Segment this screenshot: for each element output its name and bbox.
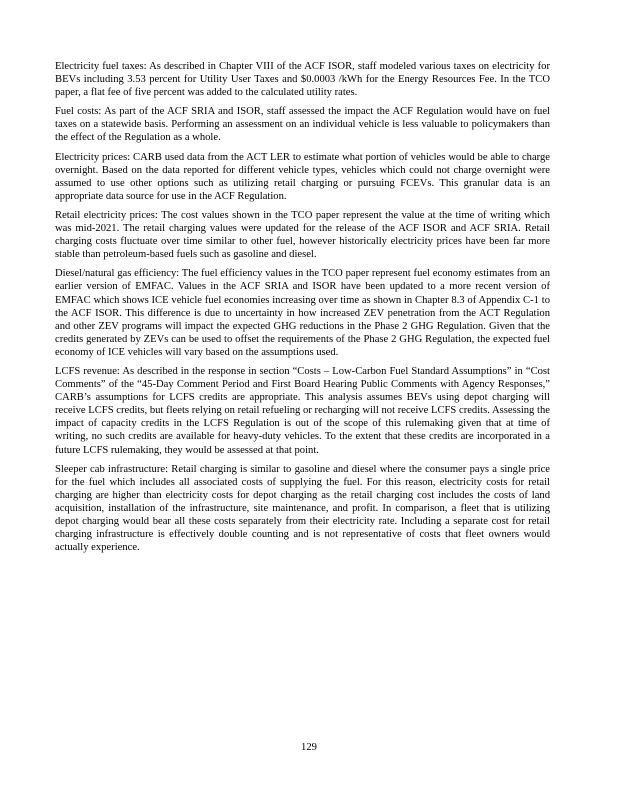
paragraph-sleeper-cab-infrastructure: Sleeper cab infrastructure: Retail charging is similar to gasoline and diesel where the consumer pays a single price for the fuel which includes all associated costs of supplying the fuel. For this reason, electricity costs for retail charging are higher than electricity costs for depot charging as the retail charging cost includes the costs of land acquisition, installation of the infrastructure, site maintenance, and profit. In comparison, a fleet that is utilizing depot charging would bear all these costs separately from their electricity rate. Including a separate cost for retail charging infrastructure is effectively double counting and is not representative of costs that fleet owners would actually experience. — [55, 463, 550, 554]
paragraph-diesel-natural-gas-efficiency: Diesel/natural gas efficiency: The fuel efficiency values in the TCO paper represent fuel economy estimates from an earlier version of EMFAC. Values in the ACF SRIA and ISOR have been updated to a more recent version of EMFAC which shows ICE vehicle fuel economies increasing over time as shown in Chapter 8.3 of Appendix C-1 to the ACF ISOR. This difference is due to uncertainty in how increased ZEV penetration from the ACT Regulation and other ZEV programs will impact the expected GHG reductions in the Phase 2 GHG Regulation. Given that the credits generated by ZEVs can be used to offset the requirements of the Phase 2 GHG Regulation, the expected fuel economy of ICE vehicles will vary based on the assumptions used. — [55, 268, 550, 358]
paragraph-electricity-prices: Electricity prices: CARB used data from the ACT LER to estimate what portion of vehicles would be able to charge overnight. Based on the data reported for different vehicle types, vehicles which could not charge overnight were assumed to use other options such as utilizing retail charging or pursuing FCEVs. This granular data is an appropriate data source for use in the ACF Regulation. — [55, 151, 550, 202]
page-number: 129 — [301, 742, 317, 753]
paragraph-lcfs-revenue: LCFS revenue: As described in the response in section “Costs – Low-Carbon Fuel Standard Assumptions” in “Cost Comments” of the “45-Day Comment Period and First Board Hearing Public Comments with Agency Responses,” CARB’s assumptions for LCFS credits are appropriate. This analysis assumes BEVs using depot charging will receive LCFS credits, but fleets relying on retail refueling or recharging will not receive LCFS credits. Assessing the impact of capacity credits in the LCFS Regulation is out of the scope of this rulemaking given that at time of writing, no such credits are available for heavy-duty vehicles. To the extent that these credits are incorporated in a future LCFS rulemaking, they would be assessed at that point. — [55, 365, 550, 456]
paragraph-retail-electricity-prices: Retail electricity prices: The cost values shown in the TCO paper represent the value at the time of writing which was mid-2021. The retail charging values were updated for the release of the ACF ISOR and ACF SRIA. Retail charging costs fluctuate over time similar to other fuel, however historically electricity prices have been far more stable than petroleum-based fuels such as gasoline and diesel. — [55, 209, 550, 261]
document-body — [55, 60, 550, 560]
paragraph-electricity-fuel-taxes: Electricity fuel taxes: As described in Chapter VIII of the ACF ISOR, staff modeled various taxes on electricity for BEVs including 3.53 percent for Utility User Taxes and $0.0003 /kWh for the Energy Resources Fee. In the TCO paper, a flat fee of five percent was added to the calculated utility rates. — [55, 61, 550, 99]
paragraph-fuel-costs: Fuel costs: As part of the ACF SRIA and ISOR, staff assessed the impact the ACF Regulation would have on fuel taxes on a statewide basis. Performing an assessment on an individual vehicle is less valuable to policymakers than the effect of the Regulation as a whole. — [55, 106, 550, 144]
